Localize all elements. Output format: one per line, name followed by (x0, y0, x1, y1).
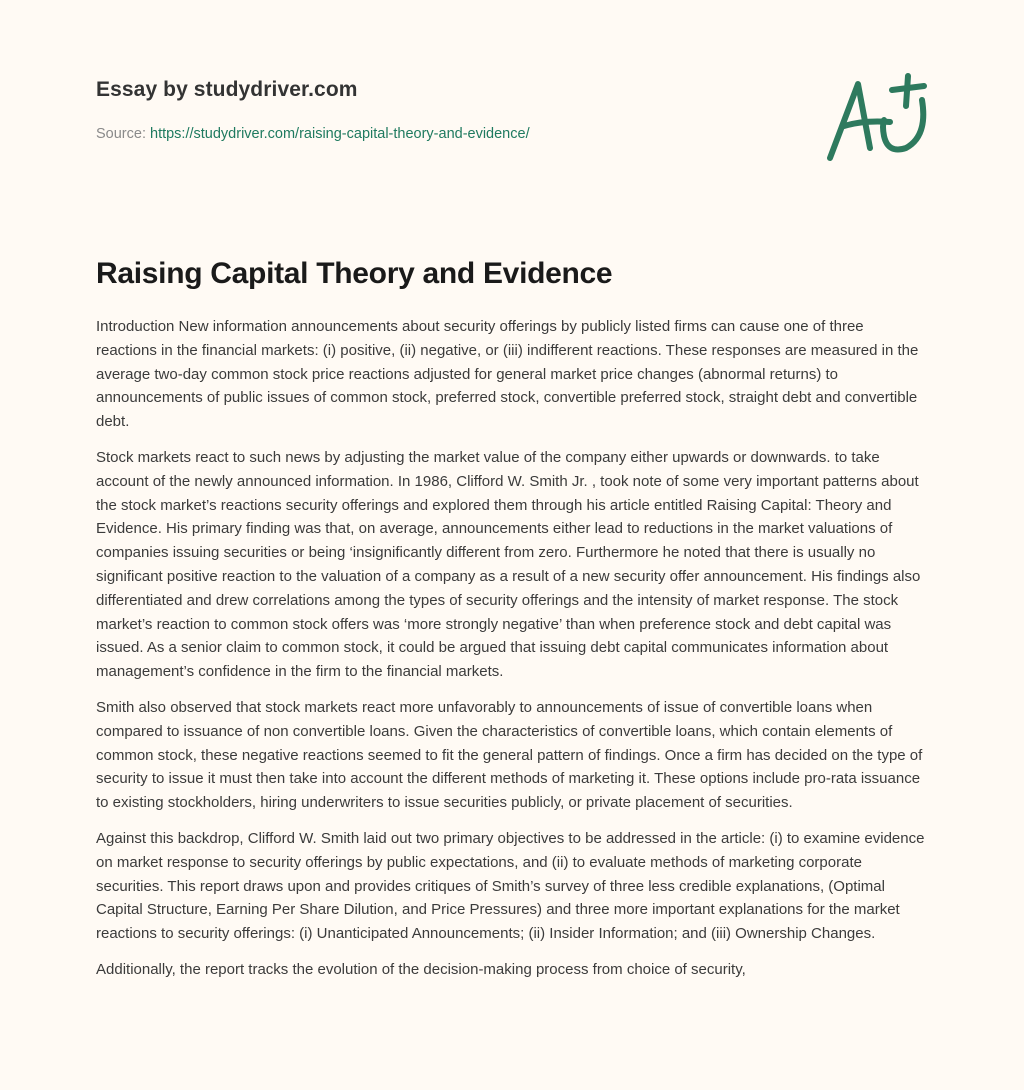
page-header (96, 72, 796, 144)
paragraph: Introduction New information announcements about security offerings by publicly listed firms can cause one of three reactions in the financial markets: (i) positive, (ii) negative, or (iii) indifferent reactions. These responses are measured in the average two-day common stock price reactions adjusted for general market price changes (abnormal returns) to announcements of public issues of common stock, preferred stock, convertible preferred stock, straight debt and convertible debt. (96, 318, 919, 431)
article-title: Raising Capital Theory and Evidence (96, 257, 613, 290)
article-body (96, 315, 928, 994)
source-label: Source: (96, 126, 150, 142)
paragraph: Against this backdrop, Clifford W. Smith laid out two primary objectives to be addressed in the article: (i) to examine evidence on market response to security offerings by public expectations, and (ii) to evaluate methods of marketing corporate securities. This report draws upon and provides critiques of Smith’s survey of three less credible explanations, (Optimal Capital Structure, Earning Per Share Dilution, and Price Pressures) and three more important explanations for the market reactions to security offerings: (i) Unanticipated Announcements; (ii) Insider Information; and (iii) Ownership Changes. (96, 829, 925, 943)
paragraph: Stock markets react to such news by adjusting the market value of the company either upwards or downwards. to take account of the newly announced information. In 1986, Clifford W. Smith Jr. , took note of some very important patterns about the stock market’s reactions security offerings and explored them through his article entitled Raising Capital: Theory and Evidence. His primary finding was that, on average, announcements either lead to reductions in the market valuations of companies issuing securities or being ‘insignificantly different from zero. Furthermore he noted that there is usually no significant positive reaction to the valuation of a company as a result of a new security offer announcement. His findings also differentiated and drew correlations among the types of security offerings and the intensity of market response. The stock market’s reaction to common stock offers was ‘more strongly negative’ than when preference stock and debt capital was issued. As a senior claim to common stock, it could be argued that issuing debt capital communicates information about management’s confidence in the firm to the financial markets. (96, 448, 921, 681)
source-line (96, 124, 796, 144)
paragraph: Smith also observed that stock markets react more unfavorably to announcements of issue of convertible loans when compared to issuance of non convertible loans. Given the characteristics of convertible loans, which contain elements of common stock, these negative reactions seemed to fit the general pattern of findings. Once a firm has decided on the type of security to issue it must then take into account the different methods of marketing it. These options include pro-rata issuance to existing stockholders, hiring underwriters to issue securities publicly, or private placement of securities. (96, 698, 923, 812)
a-plus-grade-icon (820, 66, 930, 166)
source-link[interactable]: https://studydriver.com/raising-capital-theory-and-evidence/ (150, 126, 530, 142)
paragraph: Additionally, the report tracks the evolution of the decision-making process from choice of security, (96, 960, 746, 978)
brand-title: Essay by studydriver.com (96, 78, 358, 101)
